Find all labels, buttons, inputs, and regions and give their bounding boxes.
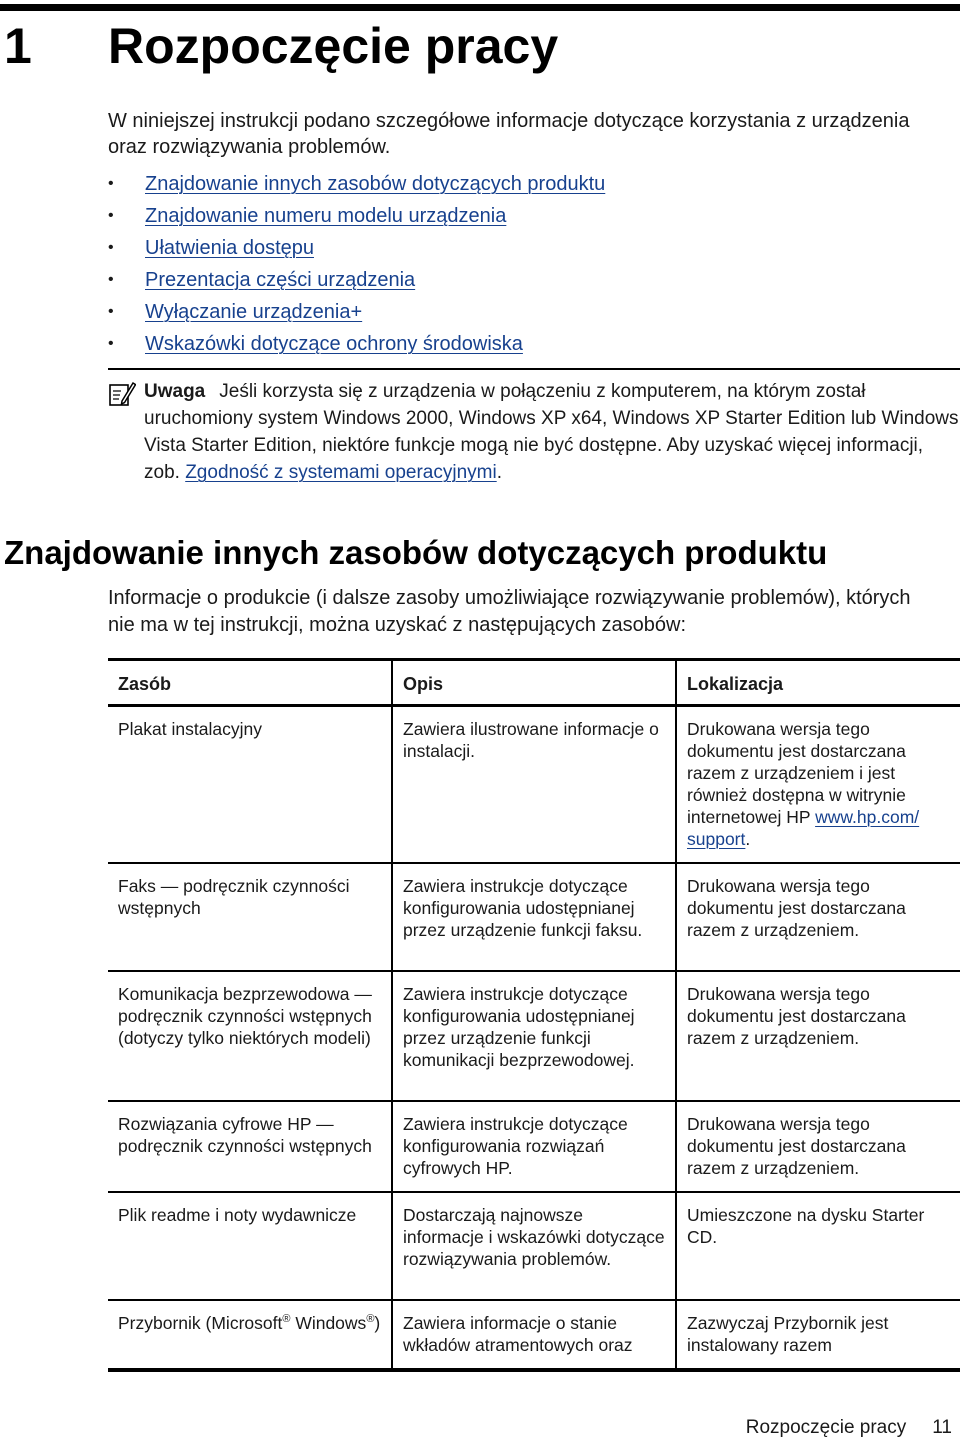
note-end: . [496,462,502,483]
toc-item [108,266,605,298]
table-row [108,706,960,864]
page-number: 11 [932,1417,952,1438]
registered-mark: ® [366,1313,375,1326]
toc-item [108,298,605,330]
table-row [108,971,960,1101]
cell-resource: Plik readme i noty wydawnicze [118,1205,357,1225]
bullet: • [108,271,114,288]
intro-paragraph: W niniejszej instrukcji podano szczegółowe informacje dotyczące korzystania z urządzenia oraz rozwiązywania problemów. [108,110,910,158]
chapter-toc [108,170,605,362]
toc-link-power-off[interactable]: Wyłączanie urządzenia+ [145,301,363,323]
resource-text-b: Windows [290,1313,367,1333]
cell-description: Zawiera instrukcje dotyczące konfigurowania rozwiązań cyfrowych HP. [392,1101,676,1192]
cell-location: Drukowana wersja tego dokumentu jest dostarczana razem z urządzeniem. [676,971,960,1101]
section-intro: Informacje o produkcie (i dalsze zasoby umożliwiające rozwiązywanie problemów), których nie ma w tej instrukcji, można uzyskać z następujących zasobów: [108,587,911,636]
note-text [108,370,960,486]
cell-resource: Komunikacja bezprzewodowa — podręcznik czynności wstępnych (dotyczy tylko niektórych modeli) [118,984,372,1048]
header-location: Lokalizacja [676,660,960,706]
bullet: • [108,303,114,320]
table-row [108,863,960,971]
note-body: Jeśli korzysta się z urządzenia w połączeniu z komputerem, na którym został uruchomiony system Windows 2000, Windows XP x64, Windows XP Starter Edition lub Windows Vista Starter Edition, niektóre funkcje mogą nie być dostępne. Aby uzyskać więcej informacji, zob. [144,381,959,483]
cell-description: Zawiera instrukcje dotyczące konfigurowania udostępnianej przez urządzenie funkcji komunikacji bezprzewodowej. [392,971,676,1101]
table-row [108,1192,960,1300]
cell-resource [108,1300,392,1370]
cell-resource: Faks — podręcznik czynności wstępnych [118,876,350,918]
toc-item [108,170,605,202]
note-label: Uwaga [144,381,206,402]
chapter-title-text: Rozpoczęcie pracy [108,18,559,74]
table-row [108,1300,960,1370]
location-end: . [745,829,751,849]
section-title: Znajdowanie innych zasobów dotyczących produktu [4,534,828,571]
cell-description: Dostarczają najnowsze informacje i wskazówki dotyczące rozwiązywania problemów. [392,1192,676,1300]
hp-support-link[interactable]: www.hp.com/ support [687,807,920,849]
cell-description: Zawiera ilustrowane informacje o instalacji. [392,706,676,864]
toc-link-environment[interactable]: Wskazówki dotyczące ochrony środowiska [145,333,523,355]
pencil-note-icon [108,380,136,408]
footer-section: Rozpoczęcie pracy [745,1417,907,1438]
header-resource: Zasób [118,674,172,694]
page-footer [746,1416,952,1440]
cell-location: Drukowana wersja tego dokumentu jest dostarczana razem z urządzeniem. [676,1101,960,1192]
cell-location: Umieszczone na dysku Starter CD. [676,1192,960,1300]
cell-location [676,706,960,864]
header-description: Opis [392,660,676,706]
bullet: • [108,335,114,352]
toc-link-model-number[interactable]: Znajdowanie numeru modelu urządzenia [145,205,507,227]
resource-text-c: ) [374,1313,381,1333]
note-link-os-compat[interactable]: Zgodność z systemami operacyjnymi [185,462,497,483]
toc-item [108,234,605,266]
note-box [108,368,960,486]
registered-mark: ® [282,1313,291,1326]
bullet: • [108,207,114,224]
table-row [108,1101,960,1192]
location-text: Drukowana wersja tego dokumentu jest dostarczana razem z urządzeniem i jest również dostępna w witrynie internetowej HP [687,719,906,827]
cell-location: Drukowana wersja tego dokumentu jest dostarczana razem z urządzeniem. [676,863,960,971]
toc-link-other-resources[interactable]: Znajdowanie innych zasobów dotyczących produktu [145,173,606,195]
toc-link-device-parts[interactable]: Prezentacja części urządzenia [145,269,416,291]
toc-item [108,330,605,362]
table-header-row [108,660,960,706]
resources-table [108,658,960,1372]
cell-description: Zawiera informacje o stanie wkładów atramentowych oraz [392,1300,676,1370]
resource-text-a: Przybornik (Microsoft [118,1313,283,1333]
chapter-title [4,16,558,76]
cell-resource: Plakat instalacyjny [118,719,262,739]
bullet: • [108,239,114,256]
toc-link-accessibility[interactable]: Ułatwienia dostępu [145,237,314,259]
top-rule [0,4,960,11]
toc-item [108,202,605,234]
cell-resource: Rozwiązania cyfrowe HP — podręcznik czynności wstępnych [118,1114,372,1156]
bullet: • [108,175,114,192]
chapter-number: 1 [4,18,32,74]
cell-location: Zazwyczaj Przybornik jest instalowany razem [676,1300,960,1370]
cell-description: Zawiera instrukcje dotyczące konfigurowania udostępnianej przez urządzenie funkcji faksu. [392,863,676,971]
